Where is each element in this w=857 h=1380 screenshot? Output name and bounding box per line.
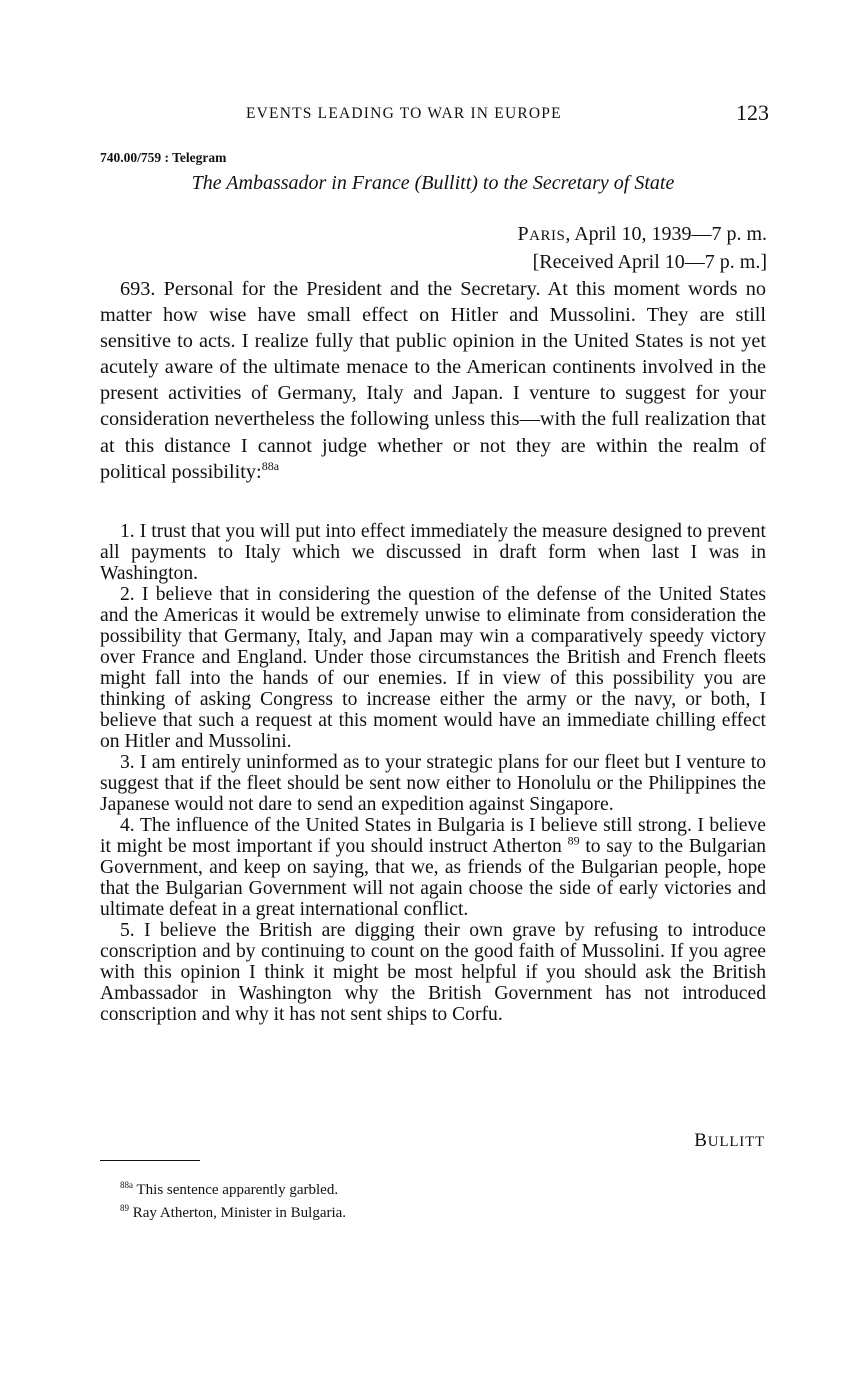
- point-1: 1. I trust that you will put into effect immediately the measure designed to prevent all payments to Italy which we discussed in draft form when last I was in Washington.: [100, 521, 766, 584]
- opening-paragraph-text: 693. Personal for the President and the Secretary. At this moment words no matter how wise have small effect on Hitler and Mussolini. They are still sensitive to acts. I realize fully that public opinion in the United States is not yet acutely aware of the ultimate menace to the American continents involved in the present activities of Germany, Italy and Japan. I venture to suggest for your consideration nevertheless the following unless this—with the full realization that at this distance I cannot judge whether or not they are within the realm of political possibility:: [100, 278, 766, 483]
- footnote-ref-89: 89: [567, 833, 580, 848]
- document-title: The Ambassador in France (Bullitt) to the Secretary of State: [191, 172, 675, 194]
- dateline-date: , April 10, 1939—7 p. m.: [565, 223, 767, 245]
- numbered-points: [100, 521, 766, 1025]
- footnote-mark: 88a: [120, 1180, 133, 1190]
- point-4-text-b: to say to the Bulgarian Government, and keep on saying, that we, as friends of the Bulgarian people, hope that the Bulgarian Government will not again choose the side of early victories and ultimate defeat in a great international conflict.: [100, 836, 767, 920]
- footnote-divider: [100, 1160, 200, 1161]
- point-5: 5. I believe the British are digging their own grave by refusing to introduce conscription and by continuing to count on the good faith of Mussolini. If you agree with this opinion I think it might be most helpful if you should ask the British Ambassador in Washington why the British Government has not introduced conscription and why it has not sent ships to Corfu.: [100, 920, 766, 1025]
- point-4: [100, 815, 766, 920]
- point-3: 3. I am entirely uninformed as to your strategic plans for our fleet but I venture to suggest that if the fleet should be sent now either to Honolulu or the Philippines the Japanese would not dare to send an expedition against Singapore.: [100, 752, 766, 815]
- point-4-text-a: 4. The influence of the United States in Bulgaria is I believe still strong. I believe it might be most important if you should instruct Atherton: [100, 815, 766, 857]
- opening-paragraph: [100, 276, 766, 485]
- dateline-city: PARIS: [517, 223, 566, 245]
- running-header: EVENTS LEADING TO WAR IN EUROPE: [246, 105, 562, 122]
- footnote-mark: 89: [120, 1203, 129, 1213]
- footnote-text: This sentence apparently garbled.: [136, 1182, 339, 1198]
- footnote: [120, 1176, 346, 1199]
- signature: BULLITT: [694, 1130, 765, 1151]
- footnotes: [120, 1176, 346, 1222]
- dateline-sent: [518, 221, 767, 249]
- footnote-ref-88a: 88a: [261, 458, 280, 473]
- file-number: 740.00/759 : Telegram: [100, 150, 227, 165]
- dateline-received: [Received April 10—7 p. m.]: [532, 251, 767, 273]
- footnote-text: Ray Atherton, Minister in Bulgaria.: [132, 1205, 347, 1221]
- dateline: [518, 221, 767, 275]
- point-2: 2. I believe that in considering the question of the defense of the United States and the Americas it would be extremely unwise to eliminate from consideration the possibility that Germany, Italy, and Japan may win a comparatively speedy victory over France and England. Under those circumstances the British and French fleets might fall into the hands of our enemies. If in view of this possibility you are thinking of asking Congress to increase either the army or the navy, or both, I believe that such a request at this moment would have an immediate chilling effect on Hitler and Mussolini.: [100, 584, 766, 752]
- page-number: 123: [736, 100, 769, 125]
- footnote: [120, 1199, 346, 1222]
